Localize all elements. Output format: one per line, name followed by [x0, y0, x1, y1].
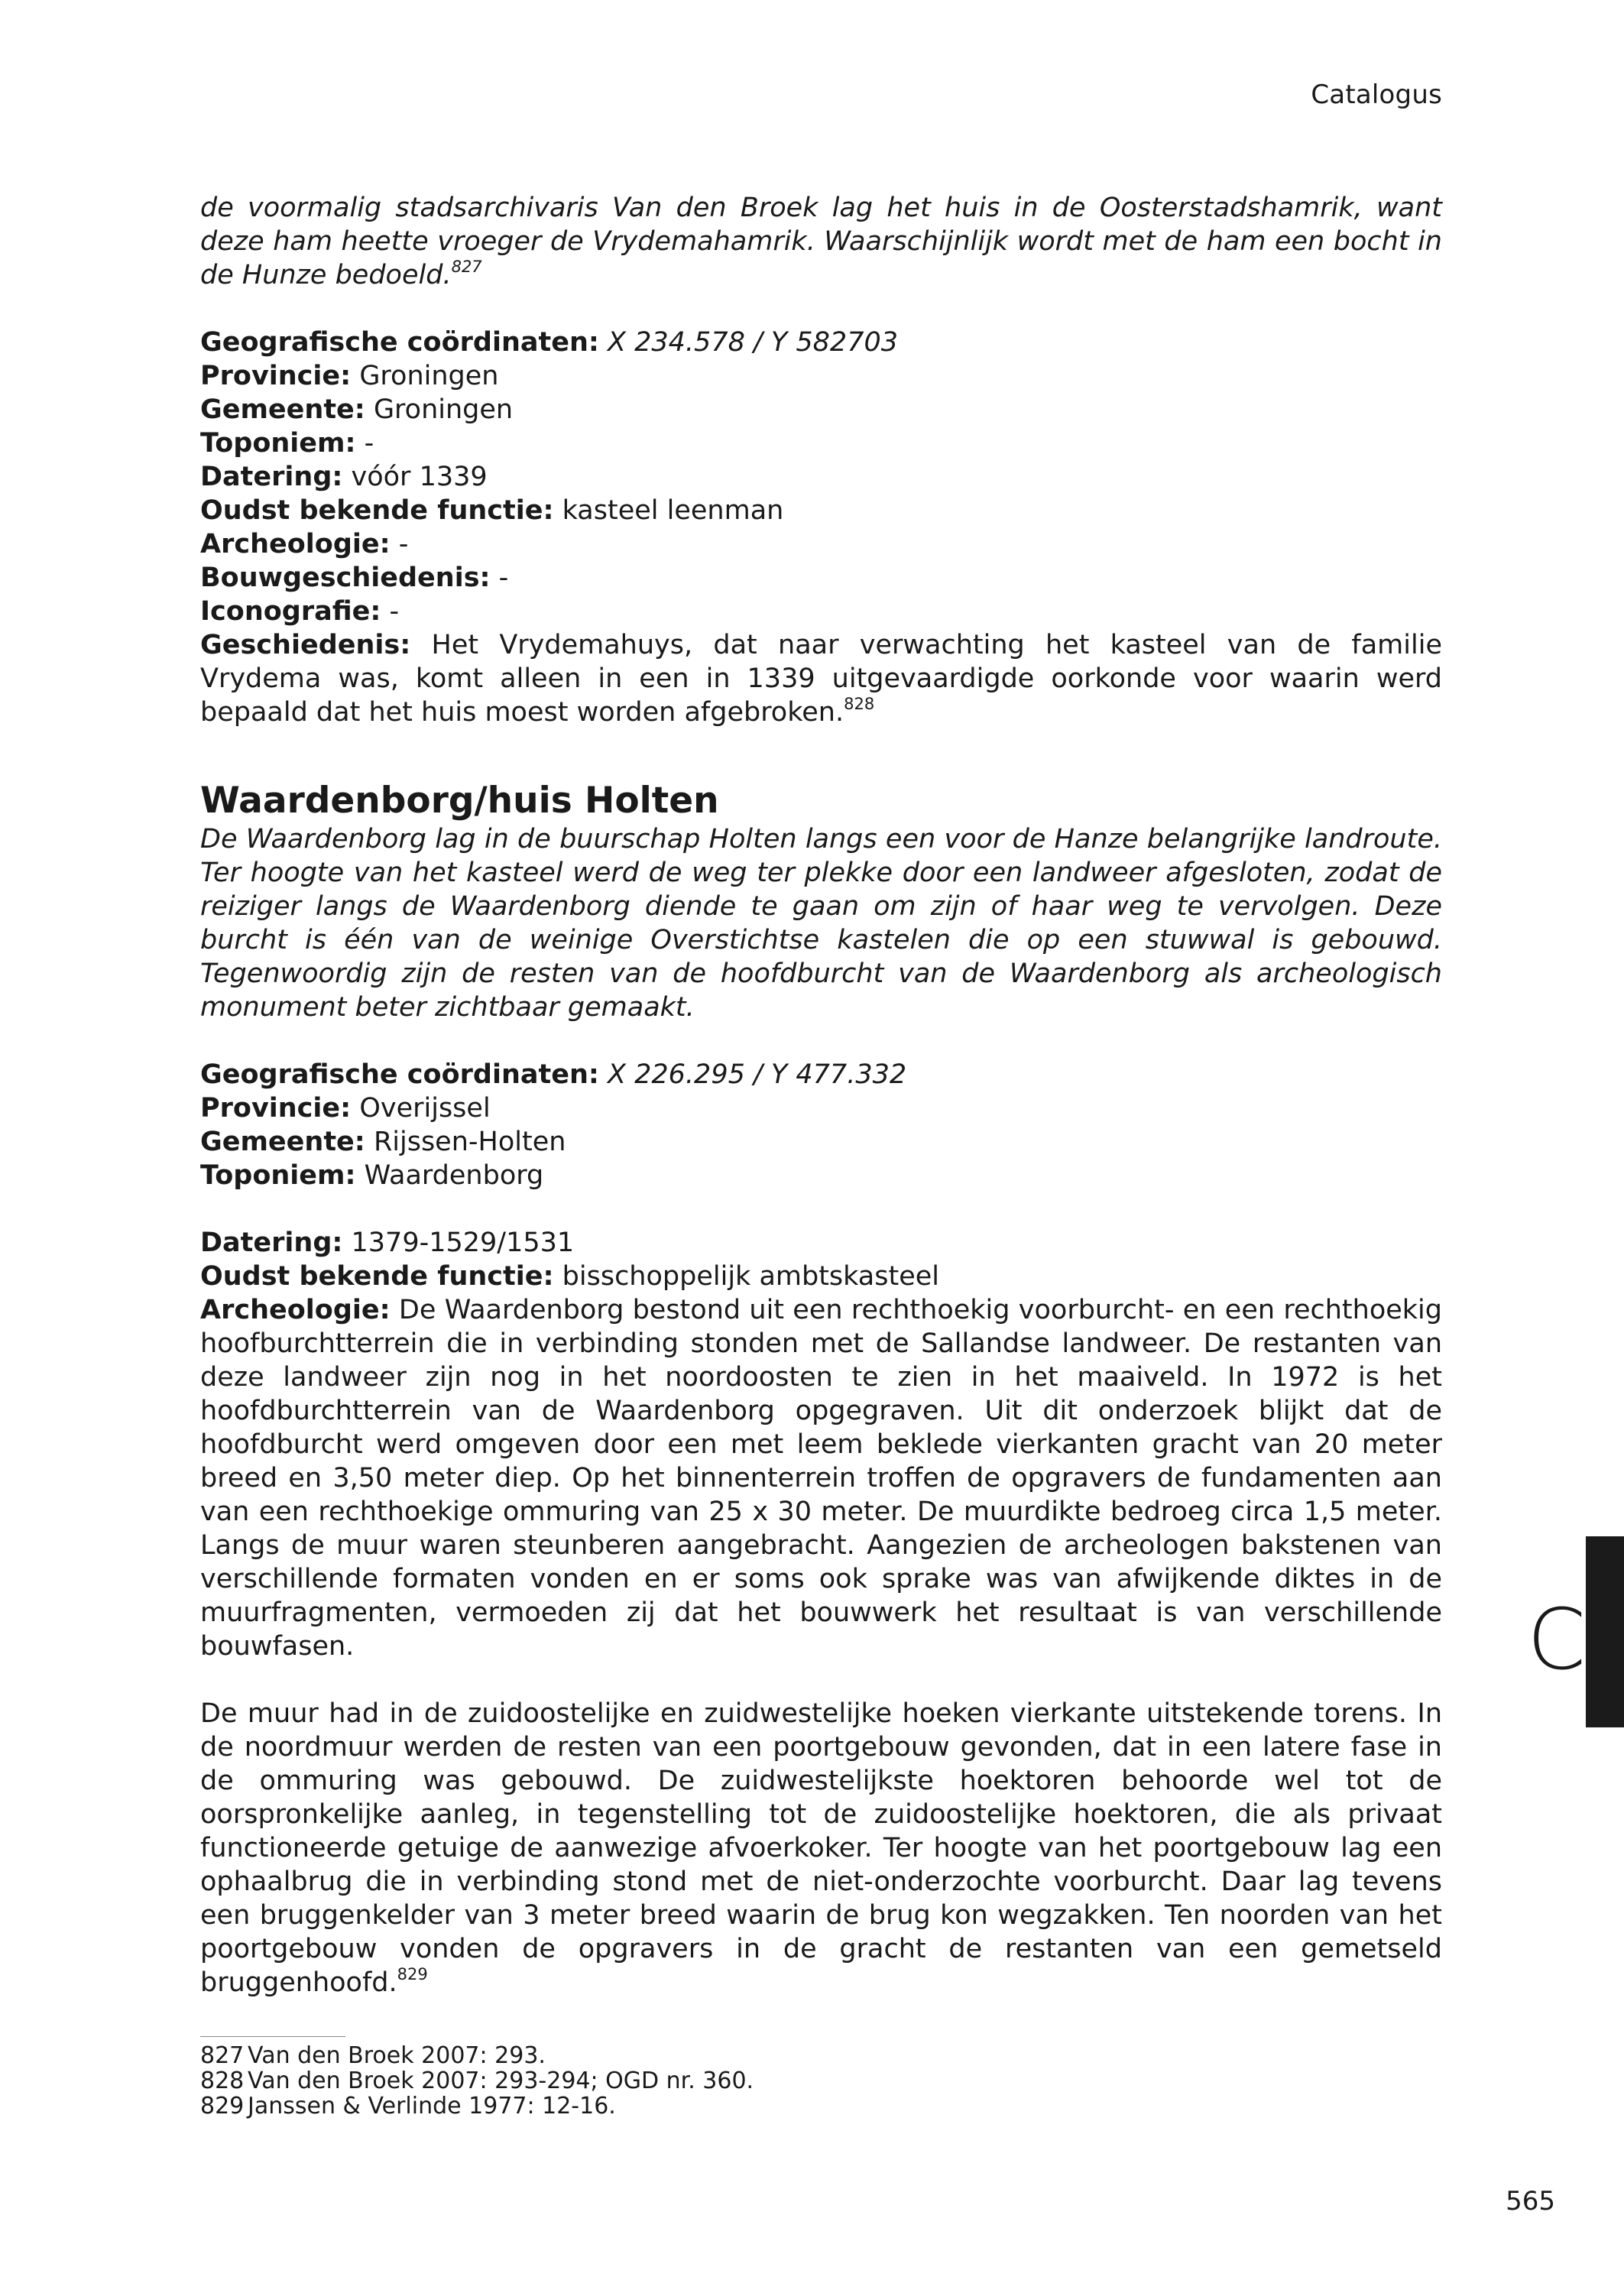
page-number: 565 — [1506, 2186, 1555, 2217]
entry1-intro: de voormalig stadsarchivaris Van den Broek lag het huis in de Oosterstadshamrik, want deze ham heette vroeger de Vrydemahamrik. Waarschijnlijk wordt met de ham een bocht in de Hunze bedoeld.$^{827}$ — [200, 193, 1442, 290]
footnote-ref[interactable]: 827 — [451, 258, 482, 277]
entry1-fields: Geografische coördinaten: X 234.578 / Y 582703 Provincie: Groningen Gemeente: Groningen Toponiem: - Datering: vóór 1339 Oudst bekende functie: kasteel leenman Archeologie: - Bouwgeschiedenis: - Iconografie: - Geschiedenis: Het Vrydemahuys, dat naar verwachting het kasteel van de familie Vrydema was, komt alleen in een in 1339 uitgevaardigde oorkonde voor waarin werd bepaald dat het huis moest worden afgebroken.$^{828}$ — [200, 327, 1442, 728]
entry2-fields: Geografische coördinaten: X 226.295 / Y 477.332 Provincie: Overijssel Gemeente: Rijssen-Holten Toponiem: Waardenborg Datering: 1379-1529/1531 Oudst bekende functie: bisschoppelijk ambtskasteel Archeologie: De Waardenborg bestond uit een rechthoekig voorburcht- en een rechthoekig hoofburchtterrein die in verbinding stonden met de Sallandse landweer. De restanten van deze landweer zijn nog in het noordoosten te zien in het maaiveld. In 1972 is het hoofdburchtterrein van de Waardenborg opgegraven. Uit dit onderzoek blijkt dat de hoofdburcht werd omgeven door een met leem beklede vierkanten gracht van 20 meter breed en 3,50 meter diep. Op het binnenterrein troffen de opgravers de fundamenten aan van een rechthoekige ommuring van 25 x 30 meter. De muurdikte bedroeg circa 1,5 meter. Langs de muur waren steunberen aangebracht. Aangezien de archeologen bakstenen van verschillende formaten vonden en er soms ook sprake was van afwijkende diktes in de muurfragmenten, vermoeden zij dat het bouwwerk het resultaat is van verschillende bouwfasen. — [200, 1059, 1442, 1662]
coordinates-value: X 226.295 / Y 477.332 — [608, 1059, 907, 1090]
footnote-ref[interactable]: 829 — [397, 1965, 428, 1984]
entry2-intro: De Waardenborg lag in de buurschap Holten langs een voor de Hanze belangrijke landroute. Ter hoogte van het kasteel werd de weg ter plekke door een landweer afgesloten, zodat de reiziger langs de Waardenborg diende te gaan om zijn of haar weg te vervolgen. Deze burcht is één van de weinige Overstichtse kastelen die op een stuwwal is gebouwd. Tegenwoordig zijn de resten van de hoofdburcht van de Waardenborg als archeologisch monument beter zichtbaar gemaakt. — [200, 824, 1442, 1023]
archeologie-field: Archeologie: De Waardenborg bestond uit een rechthoekig voorburcht- en een rechthoekig hoofburchtterrein die in verbinding stonden met de Sallandse landweer. De restanten van deze landweer zijn nog in het noordoosten te zien in het maaiveld. In 1972 is het hoofdburchtterrein van de Waardenborg opgegraven. Uit dit onderzoek blijkt dat de hoofdburcht werd omgeven door een met leem beklede vierkanten gracht van 20 meter breed en 3,50 meter diep. Op het binnenterrein troffen de opgravers de fundamenten aan van een rechthoekige ommuring van 25 x 30 meter. De muurdikte bedroeg circa 1,5 meter. Langs de muur waren steunberen aangebracht. Aangezien de archeologen bakstenen van verschillende formaten vonden en er soms ook sprake was van afwijkende diktes in de muurfragmenten, vermoeden zij dat het bouwwerk het resultaat is van verschillende bouwfasen. — [200, 1295, 1442, 1662]
thumb-index-tab — [1586, 1536, 1624, 1727]
footnote-item: 827 Van den Broek 2007: 293. — [200, 2042, 546, 2069]
footnote-divider — [200, 2036, 345, 2037]
section-title: Waardenborg/huis Holten — [200, 780, 719, 822]
main-content — [200, 191, 1442, 1999]
running-header: Catalogus — [1311, 79, 1442, 110]
entry2-paragraph: De muur had in de zuidoostelijke en zuidwestelijke hoeken vierkante uitstekende torens. In de noordmuur werden de resten van een poortgebouw gevonden, dat in een latere fase in de ommuring was gebouwd. De zuidwestelijkste hoektoren behoorde wel tot de oorspronkelijke aanleg, in tegenstelling tot de zuidoostelijke hoektoren, die als privaat functioneerde getuige de aanwezige afvoerkoker. Ter hoogte van het poortgebouw lag een ophaalbrug die in verbinding stond met de niet-onderzochte voorburcht. Daar lag tevens een bruggenkelder van 3 meter breed waarin de brug kon wegzakken. Ten noorden van het poortgebouw vonden de opgravers in de gracht de restanten van een gemetseld bruggenhoofd.$^{829}$ — [200, 1698, 1442, 1998]
geschiedenis-field: Geschiedenis: Het Vrydemahuys, dat naar verwachting het kasteel van de familie Vrydema was, komt alleen in een in 1339 uitgevaardigde oorkonde voor waarin werd bepaald dat het huis moest worden afgebroken.$^{828}$ — [200, 630, 1442, 728]
footnote-ref[interactable]: 828 — [844, 695, 875, 714]
thumb-index-letter: C — [1527, 1591, 1586, 1688]
footnotes — [200, 2036, 1194, 2119]
footnote-item: 829 Janssen & Verlinde 1977: 12-16. — [200, 2093, 616, 2119]
coordinates-value: X 234.578 / Y 582703 — [608, 327, 899, 358]
footnote-item: 828 Van den Broek 2007: 293-294; OGD nr. 360. — [200, 2068, 754, 2094]
